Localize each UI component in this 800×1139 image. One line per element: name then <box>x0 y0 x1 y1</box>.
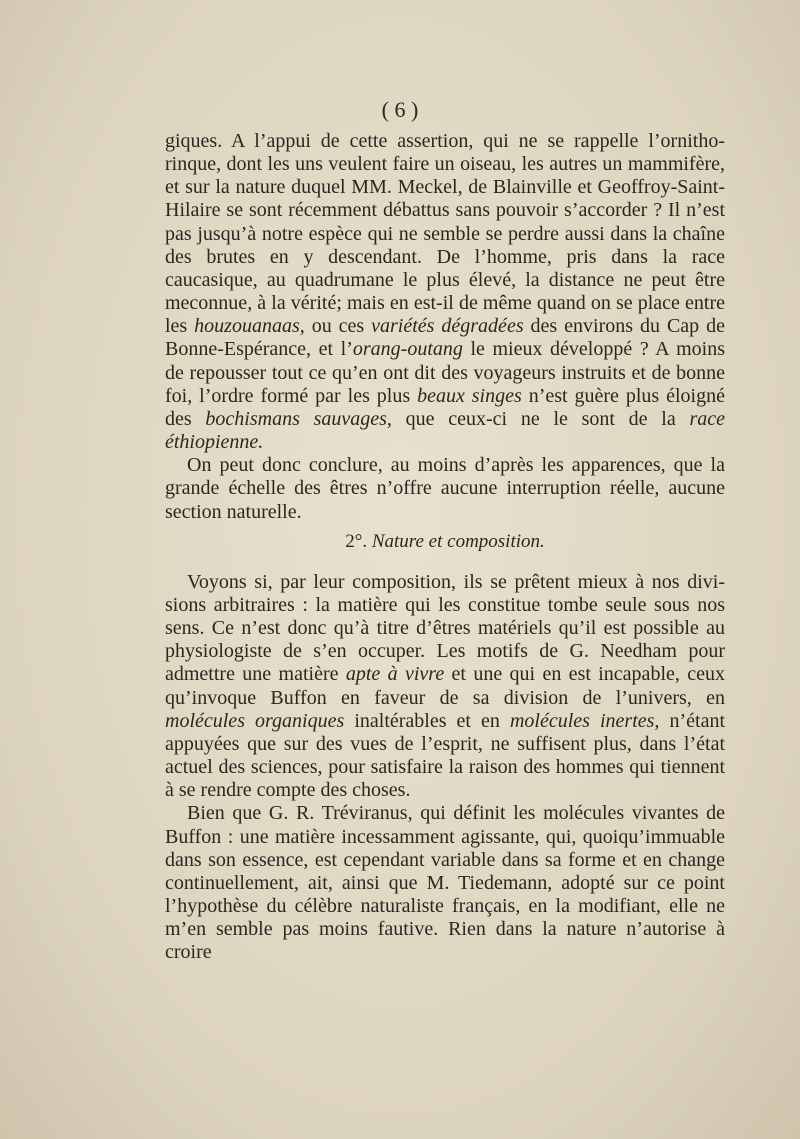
text-run: le mieux développé ? A moins de repousser tout ce qu’en ont dit des voyageurs instruits et de bonne foi, l’ordre formé par les plus <box>165 338 725 407</box>
section-heading <box>165 530 725 553</box>
italic-phrase: orang-outang <box>352 338 463 361</box>
text-run: des environs du Cap de Bonne-Espérance, et l’ <box>165 315 725 361</box>
text-run: inaltérables et en <box>344 709 510 732</box>
heading-number: 2°. <box>345 530 372 552</box>
italic-phrase: bochismans sauvages <box>205 407 387 430</box>
paragraph-3 <box>165 571 725 803</box>
italic-phrase: beaux singes <box>417 384 522 407</box>
paragraph-2: On peut donc conclure, au moins d’après les apparences, que la grande échelle des êtres n’offre aucune interruption réelle, aucune section naturelle. <box>165 454 725 523</box>
body-text <box>165 130 725 964</box>
text-run: n’est guère plus éloigné des <box>165 384 725 430</box>
text-run: , ou ces <box>299 315 372 338</box>
italic-phrase: houzouanaas <box>194 315 300 338</box>
italic-phrase: molécules inertes <box>509 709 655 732</box>
text-run: giques. A l’appui de cette assertion, qui ne se rappelle l’ornithorinque, dont les uns veulent faire un oiseau, les autres un mammifère, et sur la nature duquel MM. Meckel, de Blainville et Geoffroy-Saint-Hilaire se sont récemment débattus sans pouvoir s’accorder ? Il n’est pas jusqu’à notre espèce qui ne semble se perdre aussi dans la chaîne des brutes en y descendant. De l’homme, pris dans la race caucasique, au quadrumane le plus élevé, la distance ne peut être meconnue, à la vérité; mais en est-il de même quand on se place entre les <box>165 130 725 338</box>
page-number: ( 6 ) <box>381 97 419 122</box>
italic-phrase: race éthiopienne. <box>165 407 726 454</box>
paragraph-4: Bien que G. R. Tréviranus, qui définit les molécules vivantes de Buffon : une matière incessamment agissante, qui, quoiqu’immuable dans son essence, est cependant variable dans sa forme et en change continuellement, ait, ainsi que M. Tiedemann, adopté sur ce point l’hypothèse du célèbre naturaliste français, en la modifiant, elle ne m’en semble pas moins fautive. Rien dans la nature n’autorise à croire <box>165 802 725 964</box>
text-run: , que ceux-ci ne le sont de la <box>386 407 690 430</box>
text-run: , n’étant appuyées que sur des vues de l’esprit, ne suffisent plus, dans l’état actuel des sciences, pour satisfaire la raison des hommes qui tiennent à se rendre compte des choses. <box>165 709 725 802</box>
italic-phrase: molécules organiques <box>165 709 345 732</box>
italic-phrase: apte à vivre <box>345 663 445 686</box>
italic-phrase: variétés dégradées <box>371 315 524 338</box>
text-run: Voyons si, par leur composition, ils se prêtent mieux à nos divisions arbitraires : la matière qui les constitue tombe seule sous nos sens. Ce n’est donc qu’à titre d’êtres matériels qu’il est possible au physiologiste de s’en occuper. Les motifs de G. Needham pour admettre une matière <box>165 570 725 686</box>
text-run: et une qui en est incapable, ceux qu’invoque Buffon en faveur de sa division de l’univers, en <box>165 663 725 709</box>
paragraph-1 <box>165 130 725 454</box>
heading-title: Nature et composition. <box>371 530 545 552</box>
